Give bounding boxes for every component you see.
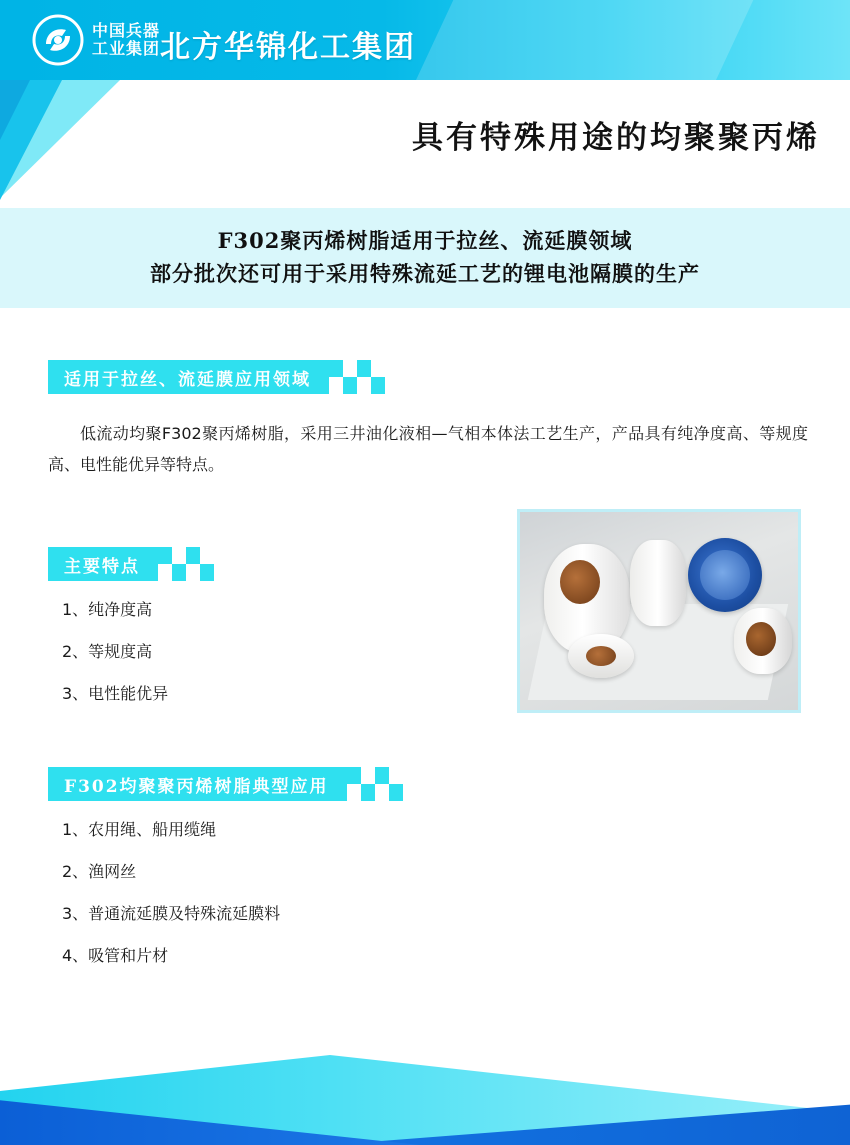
product-photo [517, 509, 801, 713]
section-header-label: 主要特点 [64, 556, 140, 577]
checker-decoration-icon [158, 547, 214, 581]
logo-text [92, 22, 160, 59]
header-banner [0, 0, 850, 80]
section-application-fields [48, 360, 385, 394]
section-typical-applications [48, 767, 403, 801]
list-item: 2、渔网丝 [62, 862, 137, 881]
subtitle-band [0, 208, 850, 308]
page-title: 具有特殊用途的均聚聚丙烯 [412, 120, 820, 156]
section-header-bar [48, 547, 158, 581]
section-header [48, 360, 385, 394]
list-item: 1、农用绳、船用缆绳 [62, 820, 217, 839]
norinco-logo-icon [32, 14, 84, 66]
photo-roll-core [586, 646, 616, 666]
section-header [48, 767, 403, 801]
banner-shine [388, 0, 772, 80]
logo-text-line1: 中国兵器 [92, 20, 161, 40]
checker-decoration-icon [329, 360, 385, 394]
section-header-bar [48, 360, 329, 394]
photo-film-roll-right [734, 608, 792, 674]
photo-film-roll-small [568, 634, 634, 678]
section-paragraph: 低流动均聚F302聚丙烯树脂，采用三井油化液相—气相本体法工艺生产，产品具有纯净度高、等规度高、电性能优异等特点。 [48, 424, 808, 475]
list-item: 2、等规度高 [62, 642, 153, 661]
subtitle-line-2: 部分批次还可用于采用特殊流延工艺的锂电池隔膜的生产 [150, 261, 700, 286]
company-logo [32, 14, 160, 66]
photo-blue-spool [688, 538, 762, 612]
section-header-label: 适用于拉丝、流延膜应用领域 [64, 369, 311, 390]
photo-roll-core [746, 622, 776, 656]
list-item: 4、吸管和片材 [62, 946, 169, 965]
section-main-features [48, 547, 214, 581]
list-item: 3、电性能优异 [62, 684, 169, 703]
checker-decoration-icon [347, 767, 403, 801]
list-item: 1、纯净度高 [62, 600, 153, 619]
section-header-label: F302均聚聚丙烯树脂典型应用 [64, 776, 329, 797]
subtitle-line-1: F302聚丙烯树脂适用于拉丝、流延膜领域 [217, 228, 633, 254]
list-item: 3、普通流延膜及特殊流延膜料 [62, 904, 281, 923]
section-header-bar [48, 767, 347, 801]
features-list [62, 598, 168, 724]
photo-film-roll-mid [630, 540, 686, 626]
applications-list [62, 818, 280, 986]
company-name: 北方华锦化工集团 [160, 30, 416, 65]
logo-text-line2: 工业集团 [92, 39, 161, 58]
section-header [48, 547, 214, 581]
photo-roll-core [560, 560, 600, 604]
